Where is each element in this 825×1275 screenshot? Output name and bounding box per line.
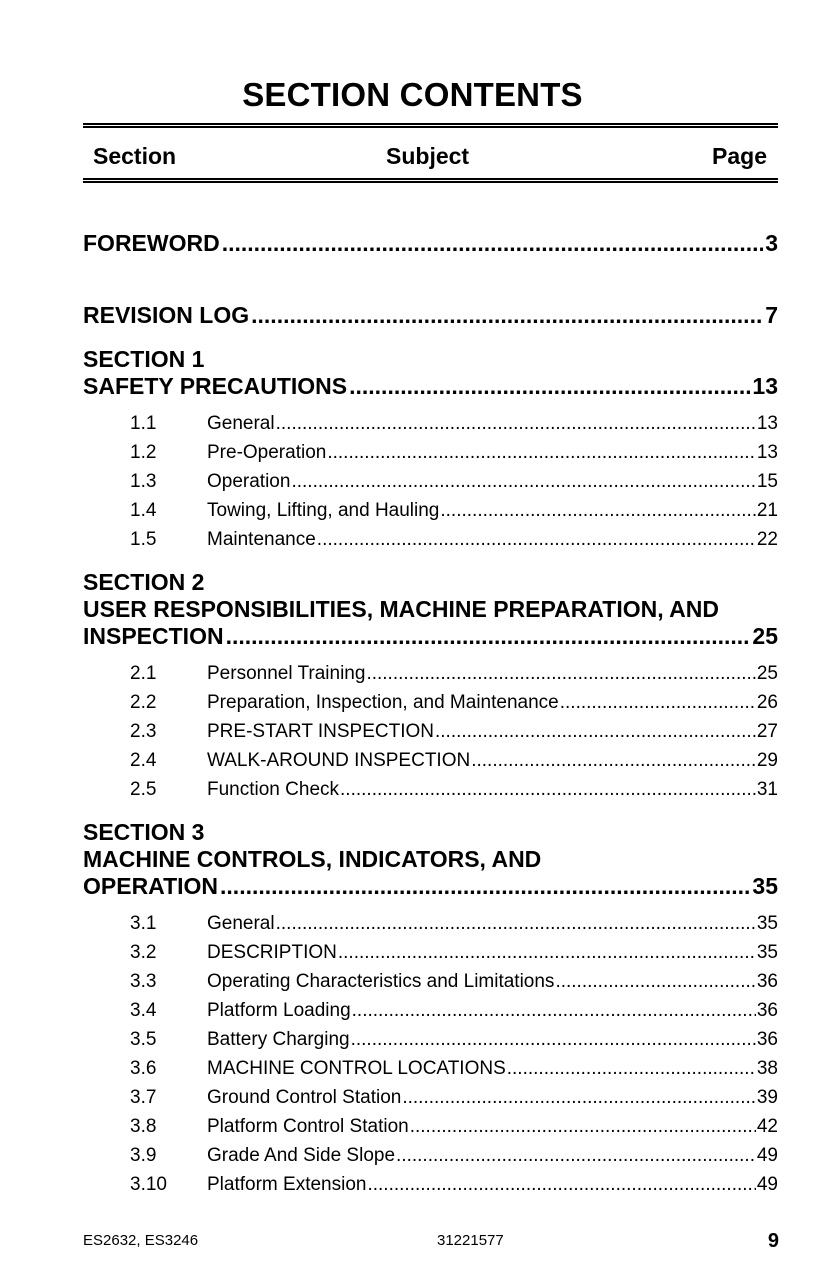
toc-subentry[interactable] [207, 1029, 778, 1051]
toc-subentry-page: 25 [756, 663, 778, 684]
subsection-number: 2.1 [130, 663, 157, 684]
toc-entry-revision-log[interactable] [83, 302, 778, 329]
dot-leader [220, 873, 750, 900]
toc-subentry-page: 42 [756, 1116, 778, 1137]
toc-subentry-page: 35 [756, 913, 778, 934]
toc-subentry-page: 29 [756, 750, 778, 771]
toc-subentry[interactable] [207, 750, 778, 772]
toc-subentry-label: WALK-AROUND INSPECTION [207, 750, 471, 771]
toc-subentry-label: Platform Extension [207, 1174, 367, 1195]
subsection-number: 3.3 [130, 971, 157, 992]
toc-subentry[interactable] [207, 721, 778, 743]
toc-subentry-label: Pre-Operation [207, 442, 327, 463]
toc-subentry-page: 36 [756, 1000, 778, 1021]
dot-leader [276, 913, 756, 935]
toc-subentry-label: MACHINE CONTROL LOCATIONS [207, 1058, 506, 1079]
subsection-number: 3.1 [130, 913, 157, 934]
subsection-number: 1.3 [130, 471, 157, 492]
dot-leader [560, 692, 756, 714]
subsection-number: 1.1 [130, 413, 157, 434]
toc-subentry[interactable] [207, 1174, 778, 1196]
dot-leader [276, 413, 756, 435]
toc-subentry-page: 36 [756, 971, 778, 992]
footer-page-number: 9 [767, 1230, 779, 1252]
dot-leader [222, 230, 763, 257]
toc-subentry[interactable] [207, 413, 778, 435]
toc-entry-section-2[interactable] [83, 623, 778, 650]
column-header-subject: Subject [386, 143, 470, 169]
toc-subentry-label: PRE-START INSPECTION [207, 721, 434, 742]
toc-entry-page: 35 [752, 873, 778, 899]
toc-subentry-page: 35 [756, 942, 778, 963]
dot-leader [352, 1000, 756, 1022]
section-3-heading: SECTION 3 [83, 819, 205, 845]
footer-models: ES2632, ES3246 [83, 1232, 199, 1249]
toc-subentry-label: General [207, 913, 275, 934]
toc-subentry-page: 26 [756, 692, 778, 713]
toc-subentry-page: 27 [756, 721, 778, 742]
toc-entry-label: REVISION LOG [83, 302, 250, 328]
section-1-heading: SECTION 1 [83, 346, 205, 372]
toc-subentry-page: 22 [756, 529, 778, 550]
toc-subentry-label: General [207, 413, 275, 434]
dot-leader [340, 779, 756, 801]
toc-subentry[interactable] [207, 913, 778, 935]
subsection-number: 1.4 [130, 500, 157, 521]
dot-leader [402, 1087, 756, 1109]
toc-subentry-label: Platform Control Station [207, 1116, 409, 1137]
dot-leader [396, 1145, 756, 1167]
toc-entry-label: FOREWORD [83, 230, 220, 256]
subsection-number: 3.7 [130, 1087, 157, 1108]
toc-subentry-label: Platform Loading [207, 1000, 351, 1021]
section-2-heading: SECTION 2 [83, 569, 205, 595]
toc-subentry-page: 36 [756, 1029, 778, 1050]
toc-entry-section-1[interactable] [83, 373, 778, 400]
subsection-number: 1.2 [130, 442, 157, 463]
toc-entry-label: SAFETY PRECAUTIONS [83, 373, 348, 399]
column-header-page: Page [712, 143, 767, 169]
dot-leader [327, 442, 756, 464]
subsection-number: 3.2 [130, 942, 157, 963]
toc-subentry[interactable] [207, 692, 778, 714]
toc-subentry-label: Personnel Training [207, 663, 366, 684]
section-3-title-line: MACHINE CONTROLS, INDICATORS, AND [83, 846, 542, 872]
toc-subentry-label: Maintenance [207, 529, 316, 550]
toc-subentry[interactable] [207, 1145, 778, 1167]
toc-entry-page: 13 [752, 373, 778, 399]
toc-subentry[interactable] [207, 1058, 778, 1080]
section-2-title-line: USER RESPONSIBILITIES, MACHINE PREPARATION, AND [83, 596, 719, 622]
toc-subentry-label: Battery Charging [207, 1029, 350, 1050]
toc-entry-label: INSPECTION [83, 623, 224, 649]
toc-subentry[interactable] [207, 1116, 778, 1138]
subsection-number: 2.3 [130, 721, 157, 742]
header-top-rule [83, 123, 778, 128]
dot-leader [507, 1058, 756, 1080]
dot-leader [410, 1116, 756, 1138]
toc-subentry-page: 13 [756, 413, 778, 434]
dot-leader [555, 971, 755, 993]
toc-subentry-page: 13 [756, 442, 778, 463]
dot-leader [291, 471, 755, 493]
subsection-number: 3.9 [130, 1145, 157, 1166]
toc-subentry[interactable] [207, 663, 778, 685]
dot-leader [351, 1029, 756, 1051]
toc-subentry[interactable] [207, 942, 778, 964]
toc-entry-page: 7 [765, 302, 778, 328]
toc-subentry-page: 49 [756, 1174, 778, 1195]
toc-subentry[interactable] [207, 1087, 778, 1109]
toc-subentry-page: 15 [756, 471, 778, 492]
toc-subentry-page: 21 [756, 500, 778, 521]
subsection-number: 3.8 [130, 1116, 157, 1137]
toc-subentry-page: 31 [756, 779, 778, 800]
toc-subentry-label: Ground Control Station [207, 1087, 402, 1108]
toc-subentry[interactable] [207, 779, 778, 801]
subsection-number: 2.4 [130, 750, 157, 771]
subsection-number: 1.5 [130, 529, 157, 550]
toc-subentry-page: 39 [756, 1087, 778, 1108]
toc-subentry-label: Preparation, Inspection, and Maintenance [207, 692, 559, 713]
toc-subentry-label: Function Check [207, 779, 340, 800]
dot-leader [251, 302, 763, 329]
dot-leader [435, 721, 756, 743]
toc-entry-section-3[interactable] [83, 873, 778, 900]
subsection-number: 3.4 [130, 1000, 157, 1021]
toc-subentry-label: Towing, Lifting, and Hauling [207, 500, 440, 521]
toc-subentry[interactable] [207, 471, 778, 493]
subsection-number: 3.6 [130, 1058, 157, 1079]
column-header-section: Section [93, 143, 177, 169]
toc-subentry[interactable] [207, 971, 778, 993]
dot-leader [338, 942, 756, 964]
dot-leader [317, 529, 756, 551]
subsection-number: 2.5 [130, 779, 157, 800]
dot-leader [367, 1174, 755, 1196]
footer-doc-number: 31221577 [437, 1232, 504, 1249]
dot-leader [226, 623, 751, 650]
subsection-number: 3.5 [130, 1029, 157, 1050]
toc-subentry-label: Grade And Side Slope [207, 1145, 396, 1166]
toc-subentry[interactable] [207, 442, 778, 464]
header-bottom-rule [83, 178, 778, 183]
dot-leader [440, 500, 755, 522]
toc-entry-page: 25 [752, 623, 778, 649]
page-title: SECTION CONTENTS [242, 76, 583, 113]
toc-subentry[interactable] [207, 500, 778, 522]
toc-subentry-page: 49 [756, 1145, 778, 1166]
toc-subentry[interactable] [207, 529, 778, 551]
toc-subentry-label: Operation [207, 471, 291, 492]
toc-subentry-page: 38 [756, 1058, 778, 1079]
toc-subentry-label: Operating Characteristics and Limitations [207, 971, 555, 992]
dot-leader [471, 750, 756, 772]
toc-entry-foreword[interactable] [83, 230, 778, 257]
toc-subentry-label: DESCRIPTION [207, 942, 337, 963]
dot-leader [349, 373, 750, 400]
subsection-number: 3.10 [130, 1174, 167, 1195]
dot-leader [366, 663, 755, 685]
subsection-number: 2.2 [130, 692, 157, 713]
toc-entry-page: 3 [765, 230, 778, 256]
toc-subentry[interactable] [207, 1000, 778, 1022]
toc-entry-label: OPERATION [83, 873, 219, 899]
